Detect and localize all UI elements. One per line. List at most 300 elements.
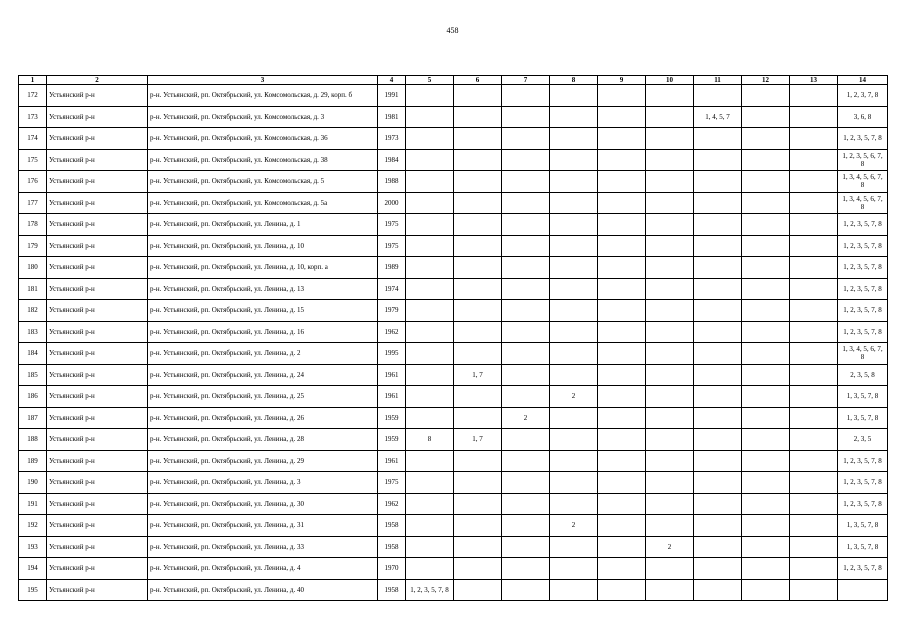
- value-cell-col-8: [550, 407, 598, 429]
- value-cell-col-9: [598, 128, 646, 150]
- value-cell-col-8: [550, 300, 598, 322]
- value-cell-col-10: [646, 192, 694, 214]
- row-number: 177: [19, 192, 47, 214]
- address-cell: р-н. Устьянский, рп. Октябрьский, ул. Ленина, д. 25: [148, 386, 378, 408]
- value-cell-col-7: [502, 128, 550, 150]
- value-cell-col-8: 2: [550, 386, 598, 408]
- value-cell-col-6: [454, 386, 502, 408]
- value-cell-col-11: [694, 192, 742, 214]
- value-cell-col-11: [694, 472, 742, 494]
- district-cell: Устьянский р-н: [47, 515, 148, 537]
- year-cell: 1961: [378, 386, 406, 408]
- row-number: 189: [19, 450, 47, 472]
- page-number: 458: [446, 26, 459, 35]
- year-cell: 1979: [378, 300, 406, 322]
- value-cell-col-11: [694, 364, 742, 386]
- value-cell-col-8: [550, 171, 598, 193]
- year-cell: 1962: [378, 493, 406, 515]
- year-cell: 1959: [378, 407, 406, 429]
- value-cell-col-9: [598, 407, 646, 429]
- value-cell-col-12: [742, 493, 790, 515]
- value-cell-col-7: [502, 149, 550, 171]
- value-cell-col-11: [694, 493, 742, 515]
- value-cell-col-5: 1, 2, 3, 5, 7, 8: [406, 579, 454, 601]
- table-row: [19, 429, 888, 451]
- value-cell-col-12: [742, 278, 790, 300]
- value-cell-col-8: [550, 450, 598, 472]
- row-number: 195: [19, 579, 47, 601]
- value-cell-col-6: [454, 558, 502, 580]
- value-cell-col-13: [790, 364, 838, 386]
- year-cell: 1958: [378, 579, 406, 601]
- value-cell-col-6: [454, 149, 502, 171]
- value-cell-col-6: [454, 493, 502, 515]
- value-cell-col-6: 1, 7: [454, 429, 502, 451]
- value-cell-col-12: [742, 515, 790, 537]
- value-cell-col-13: [790, 257, 838, 279]
- value-cell-col-14: [838, 579, 888, 601]
- value-cell-col-9: [598, 450, 646, 472]
- value-cell-col-14: 1, 2, 3, 5, 7, 8: [838, 300, 888, 322]
- value-cell-col-7: [502, 300, 550, 322]
- address-cell: р-н. Устьянский, рп. Октябрьский, ул. Комсомольская, д. 5: [148, 171, 378, 193]
- value-cell-col-12: [742, 407, 790, 429]
- value-cell-col-11: [694, 149, 742, 171]
- year-cell: 1959: [378, 429, 406, 451]
- value-cell-col-6: [454, 407, 502, 429]
- address-cell: р-н. Устьянский, рп. Октябрьский, ул. Ленина, д. 2: [148, 343, 378, 365]
- district-cell: Устьянский р-н: [47, 214, 148, 236]
- table-row: [19, 149, 888, 171]
- district-cell: Устьянский р-н: [47, 235, 148, 257]
- value-cell-col-8: [550, 343, 598, 365]
- value-cell-col-6: [454, 536, 502, 558]
- value-cell-col-11: [694, 558, 742, 580]
- value-cell-col-6: [454, 106, 502, 128]
- row-number: 188: [19, 429, 47, 451]
- value-cell-col-13: [790, 472, 838, 494]
- value-cell-col-13: [790, 536, 838, 558]
- value-cell-col-13: [790, 558, 838, 580]
- value-cell-col-11: [694, 407, 742, 429]
- value-cell-col-13: [790, 171, 838, 193]
- year-cell: 1961: [378, 364, 406, 386]
- value-cell-col-5: [406, 214, 454, 236]
- district-cell: Устьянский р-н: [47, 128, 148, 150]
- table-row: [19, 214, 888, 236]
- value-cell-col-11: [694, 343, 742, 365]
- table-row: [19, 343, 888, 365]
- table-row: [19, 128, 888, 150]
- value-cell-col-11: [694, 515, 742, 537]
- value-cell-col-11: [694, 128, 742, 150]
- district-cell: Устьянский р-н: [47, 343, 148, 365]
- value-cell-col-14: 2, 3, 5: [838, 429, 888, 451]
- column-header-11: 11: [694, 76, 742, 85]
- value-cell-col-9: [598, 364, 646, 386]
- value-cell-col-11: [694, 214, 742, 236]
- value-cell-col-13: [790, 579, 838, 601]
- table-row: [19, 472, 888, 494]
- value-cell-col-9: [598, 106, 646, 128]
- year-cell: 1975: [378, 235, 406, 257]
- value-cell-col-6: [454, 171, 502, 193]
- value-cell-col-5: [406, 493, 454, 515]
- value-cell-col-5: [406, 149, 454, 171]
- value-cell-col-7: [502, 450, 550, 472]
- column-header-7: 7: [502, 76, 550, 85]
- value-cell-col-14: 1, 2, 3, 5, 7, 8: [838, 214, 888, 236]
- value-cell-col-11: [694, 536, 742, 558]
- value-cell-col-12: [742, 171, 790, 193]
- value-cell-col-10: [646, 300, 694, 322]
- value-cell-col-7: [502, 343, 550, 365]
- table-row: [19, 85, 888, 107]
- value-cell-col-14: 1, 3, 4, 5, 6, 7, 8: [838, 192, 888, 214]
- value-cell-col-5: [406, 192, 454, 214]
- year-cell: 1958: [378, 536, 406, 558]
- value-cell-col-12: [742, 149, 790, 171]
- column-header-9: 9: [598, 76, 646, 85]
- table-row: [19, 278, 888, 300]
- value-cell-col-10: [646, 85, 694, 107]
- value-cell-col-9: [598, 558, 646, 580]
- district-cell: Устьянский р-н: [47, 85, 148, 107]
- value-cell-col-9: [598, 515, 646, 537]
- value-cell-col-13: [790, 429, 838, 451]
- value-cell-col-10: [646, 493, 694, 515]
- table-header: [19, 76, 888, 85]
- value-cell-col-5: [406, 558, 454, 580]
- value-cell-col-9: [598, 278, 646, 300]
- value-cell-col-9: [598, 579, 646, 601]
- column-header-8: 8: [550, 76, 598, 85]
- column-header-1: 1: [19, 76, 47, 85]
- value-cell-col-7: [502, 278, 550, 300]
- value-cell-col-6: [454, 192, 502, 214]
- value-cell-col-10: [646, 171, 694, 193]
- value-cell-col-6: [454, 343, 502, 365]
- value-cell-col-12: [742, 579, 790, 601]
- district-cell: Устьянский р-н: [47, 321, 148, 343]
- column-header-13: 13: [790, 76, 838, 85]
- address-cell: р-н. Устьянский, рп. Октябрьский, ул. Ленина, д. 13: [148, 278, 378, 300]
- address-cell: р-н. Устьянский, рп. Октябрьский, ул. Ленина, д. 40: [148, 579, 378, 601]
- value-cell-col-7: [502, 235, 550, 257]
- value-cell-col-13: [790, 149, 838, 171]
- value-cell-col-5: 8: [406, 429, 454, 451]
- value-cell-col-5: [406, 171, 454, 193]
- value-cell-col-12: [742, 472, 790, 494]
- housing-table: [18, 75, 888, 601]
- column-header-14: 14: [838, 76, 888, 85]
- value-cell-col-14: 1, 2, 3, 5, 7, 8: [838, 257, 888, 279]
- table-row: [19, 300, 888, 322]
- table-row: [19, 450, 888, 472]
- value-cell-col-12: [742, 364, 790, 386]
- address-cell: р-н. Устьянский, рп. Октябрьский, ул. Ленина, д. 28: [148, 429, 378, 451]
- value-cell-col-11: [694, 579, 742, 601]
- value-cell-col-14: 1, 2, 3, 5, 7, 8: [838, 128, 888, 150]
- column-header-4: 4: [378, 76, 406, 85]
- value-cell-col-7: [502, 472, 550, 494]
- table-row: [19, 536, 888, 558]
- year-cell: 1984: [378, 149, 406, 171]
- address-cell: р-н. Устьянский, рп. Октябрьский, ул. Ленина, д. 1: [148, 214, 378, 236]
- row-number: 187: [19, 407, 47, 429]
- value-cell-col-8: [550, 85, 598, 107]
- year-cell: 1961: [378, 450, 406, 472]
- district-cell: Устьянский р-н: [47, 149, 148, 171]
- row-number: 185: [19, 364, 47, 386]
- table-row: [19, 407, 888, 429]
- year-cell: 1981: [378, 106, 406, 128]
- row-number: 184: [19, 343, 47, 365]
- row-number: 175: [19, 149, 47, 171]
- district-cell: Устьянский р-н: [47, 364, 148, 386]
- value-cell-col-10: [646, 343, 694, 365]
- value-cell-col-12: [742, 343, 790, 365]
- value-cell-col-7: [502, 85, 550, 107]
- district-cell: Устьянский р-н: [47, 472, 148, 494]
- value-cell-col-5: [406, 450, 454, 472]
- value-cell-col-9: [598, 149, 646, 171]
- address-cell: р-н. Устьянский, рп. Октябрьский, ул. Комсомольская, д. 38: [148, 149, 378, 171]
- table-row: [19, 364, 888, 386]
- value-cell-col-7: [502, 106, 550, 128]
- row-number: 179: [19, 235, 47, 257]
- value-cell-col-10: [646, 106, 694, 128]
- value-cell-col-9: [598, 472, 646, 494]
- value-cell-col-6: [454, 278, 502, 300]
- value-cell-col-7: 2: [502, 407, 550, 429]
- table-row: [19, 106, 888, 128]
- address-cell: р-н. Устьянский, рп. Октябрьский, ул. Ленина, д. 31: [148, 515, 378, 537]
- row-number: 182: [19, 300, 47, 322]
- value-cell-col-6: [454, 450, 502, 472]
- value-cell-col-14: 1, 2, 3, 5, 7, 8: [838, 278, 888, 300]
- value-cell-col-14: 1, 2, 3, 5, 6, 7, 8: [838, 149, 888, 171]
- district-cell: Устьянский р-н: [47, 300, 148, 322]
- value-cell-col-12: [742, 192, 790, 214]
- year-cell: 1995: [378, 343, 406, 365]
- value-cell-col-13: [790, 235, 838, 257]
- value-cell-col-8: [550, 128, 598, 150]
- value-cell-col-5: [406, 257, 454, 279]
- table-row: [19, 386, 888, 408]
- value-cell-col-5: [406, 235, 454, 257]
- value-cell-col-12: [742, 128, 790, 150]
- value-cell-col-8: [550, 558, 598, 580]
- district-cell: Устьянский р-н: [47, 450, 148, 472]
- value-cell-col-12: [742, 257, 790, 279]
- value-cell-col-11: [694, 429, 742, 451]
- value-cell-col-8: [550, 235, 598, 257]
- value-cell-col-6: 1, 7: [454, 364, 502, 386]
- address-cell: р-н. Устьянский, рп. Октябрьский, ул. Ленина, д. 10, корп. а: [148, 257, 378, 279]
- value-cell-col-7: [502, 536, 550, 558]
- value-cell-col-10: [646, 321, 694, 343]
- value-cell-col-10: [646, 450, 694, 472]
- value-cell-col-12: [742, 450, 790, 472]
- value-cell-col-5: [406, 343, 454, 365]
- value-cell-col-7: [502, 386, 550, 408]
- value-cell-col-8: 2: [550, 515, 598, 537]
- district-cell: Устьянский р-н: [47, 536, 148, 558]
- row-number: 186: [19, 386, 47, 408]
- value-cell-col-5: [406, 85, 454, 107]
- table-row: [19, 558, 888, 580]
- value-cell-col-5: [406, 300, 454, 322]
- row-number: 190: [19, 472, 47, 494]
- row-number: 174: [19, 128, 47, 150]
- value-cell-col-7: [502, 364, 550, 386]
- column-header-3: 3: [148, 76, 378, 85]
- value-cell-col-6: [454, 235, 502, 257]
- value-cell-col-9: [598, 536, 646, 558]
- value-cell-col-13: [790, 515, 838, 537]
- value-cell-col-7: [502, 257, 550, 279]
- value-cell-col-5: [406, 321, 454, 343]
- value-cell-col-12: [742, 106, 790, 128]
- value-cell-col-9: [598, 300, 646, 322]
- value-cell-col-11: [694, 235, 742, 257]
- value-cell-col-8: [550, 214, 598, 236]
- value-cell-col-8: [550, 429, 598, 451]
- value-cell-col-13: [790, 343, 838, 365]
- value-cell-col-12: [742, 214, 790, 236]
- year-cell: 1970: [378, 558, 406, 580]
- value-cell-col-10: 2: [646, 536, 694, 558]
- value-cell-col-10: [646, 558, 694, 580]
- row-number: 194: [19, 558, 47, 580]
- value-cell-col-9: [598, 493, 646, 515]
- district-cell: Устьянский р-н: [47, 106, 148, 128]
- value-cell-col-10: [646, 278, 694, 300]
- row-number: 181: [19, 278, 47, 300]
- value-cell-col-12: [742, 386, 790, 408]
- value-cell-col-13: [790, 300, 838, 322]
- year-cell: 1991: [378, 85, 406, 107]
- value-cell-col-13: [790, 450, 838, 472]
- value-cell-col-6: [454, 214, 502, 236]
- value-cell-col-5: [406, 472, 454, 494]
- value-cell-col-8: [550, 257, 598, 279]
- row-number: 191: [19, 493, 47, 515]
- value-cell-col-14: 2, 3, 5, 8: [838, 364, 888, 386]
- value-cell-col-5: [406, 386, 454, 408]
- district-cell: Устьянский р-н: [47, 192, 148, 214]
- year-cell: 1973: [378, 128, 406, 150]
- value-cell-col-12: [742, 536, 790, 558]
- table-row: [19, 257, 888, 279]
- year-cell: 1975: [378, 472, 406, 494]
- district-cell: Устьянский р-н: [47, 386, 148, 408]
- value-cell-col-10: [646, 579, 694, 601]
- year-cell: 1975: [378, 214, 406, 236]
- value-cell-col-9: [598, 214, 646, 236]
- value-cell-col-13: [790, 214, 838, 236]
- value-cell-col-7: [502, 214, 550, 236]
- district-cell: Устьянский р-н: [47, 493, 148, 515]
- address-cell: р-н. Устьянский, рп. Октябрьский, ул. Ленина, д. 10: [148, 235, 378, 257]
- value-cell-col-12: [742, 235, 790, 257]
- value-cell-col-11: [694, 85, 742, 107]
- value-cell-col-14: 1, 3, 4, 5, 6, 7, 8: [838, 171, 888, 193]
- district-cell: Устьянский р-н: [47, 558, 148, 580]
- district-cell: Устьянский р-н: [47, 429, 148, 451]
- value-cell-col-7: [502, 192, 550, 214]
- value-cell-col-7: [502, 321, 550, 343]
- column-header-6: 6: [454, 76, 502, 85]
- year-cell: 1962: [378, 321, 406, 343]
- value-cell-col-13: [790, 85, 838, 107]
- value-cell-col-10: [646, 407, 694, 429]
- value-cell-col-14: 1, 2, 3, 5, 7, 8: [838, 450, 888, 472]
- value-cell-col-11: [694, 321, 742, 343]
- value-cell-col-5: [406, 515, 454, 537]
- value-cell-col-8: [550, 106, 598, 128]
- value-cell-col-10: [646, 386, 694, 408]
- value-cell-col-10: [646, 235, 694, 257]
- address-cell: р-н. Устьянский, рп. Октябрьский, ул. Ленина, д. 3: [148, 472, 378, 494]
- address-cell: р-н. Устьянский, рп. Октябрьский, ул. Ленина, д. 24: [148, 364, 378, 386]
- address-cell: р-н. Устьянский, рп. Октябрьский, ул. Ленина, д. 15: [148, 300, 378, 322]
- value-cell-col-8: [550, 579, 598, 601]
- value-cell-col-9: [598, 321, 646, 343]
- header-row: [19, 76, 888, 85]
- value-cell-col-12: [742, 558, 790, 580]
- row-number: 172: [19, 85, 47, 107]
- value-cell-col-12: [742, 429, 790, 451]
- value-cell-col-14: 1, 3, 5, 7, 8: [838, 386, 888, 408]
- value-cell-col-5: [406, 106, 454, 128]
- address-cell: р-н. Устьянский, рп. Октябрьский, ул. Комсомольская, д. 36: [148, 128, 378, 150]
- value-cell-col-13: [790, 407, 838, 429]
- value-cell-col-9: [598, 85, 646, 107]
- value-cell-col-11: 1, 4, 5, 7: [694, 106, 742, 128]
- value-cell-col-9: [598, 235, 646, 257]
- value-cell-col-6: [454, 472, 502, 494]
- value-cell-col-14: 1, 3, 5, 7, 8: [838, 407, 888, 429]
- value-cell-col-10: [646, 149, 694, 171]
- value-cell-col-11: [694, 300, 742, 322]
- row-number: 176: [19, 171, 47, 193]
- value-cell-col-13: [790, 128, 838, 150]
- value-cell-col-6: [454, 257, 502, 279]
- value-cell-col-14: 1, 3, 5, 7, 8: [838, 536, 888, 558]
- value-cell-col-8: [550, 321, 598, 343]
- value-cell-col-9: [598, 386, 646, 408]
- table-row: [19, 515, 888, 537]
- value-cell-col-10: [646, 429, 694, 451]
- value-cell-col-6: [454, 321, 502, 343]
- row-number: 180: [19, 257, 47, 279]
- table-body: [19, 85, 888, 601]
- value-cell-col-8: [550, 472, 598, 494]
- value-cell-col-14: 1, 2, 3, 7, 8: [838, 85, 888, 107]
- value-cell-col-7: [502, 493, 550, 515]
- value-cell-col-11: [694, 278, 742, 300]
- value-cell-col-13: [790, 278, 838, 300]
- district-cell: Устьянский р-н: [47, 278, 148, 300]
- address-cell: р-н. Устьянский, рп. Октябрьский, ул. Ленина, д. 30: [148, 493, 378, 515]
- value-cell-col-8: [550, 278, 598, 300]
- address-cell: р-н. Устьянский, рп. Октябрьский, ул. Ленина, д. 4: [148, 558, 378, 580]
- value-cell-col-9: [598, 192, 646, 214]
- value-cell-col-6: [454, 515, 502, 537]
- value-cell-col-6: [454, 579, 502, 601]
